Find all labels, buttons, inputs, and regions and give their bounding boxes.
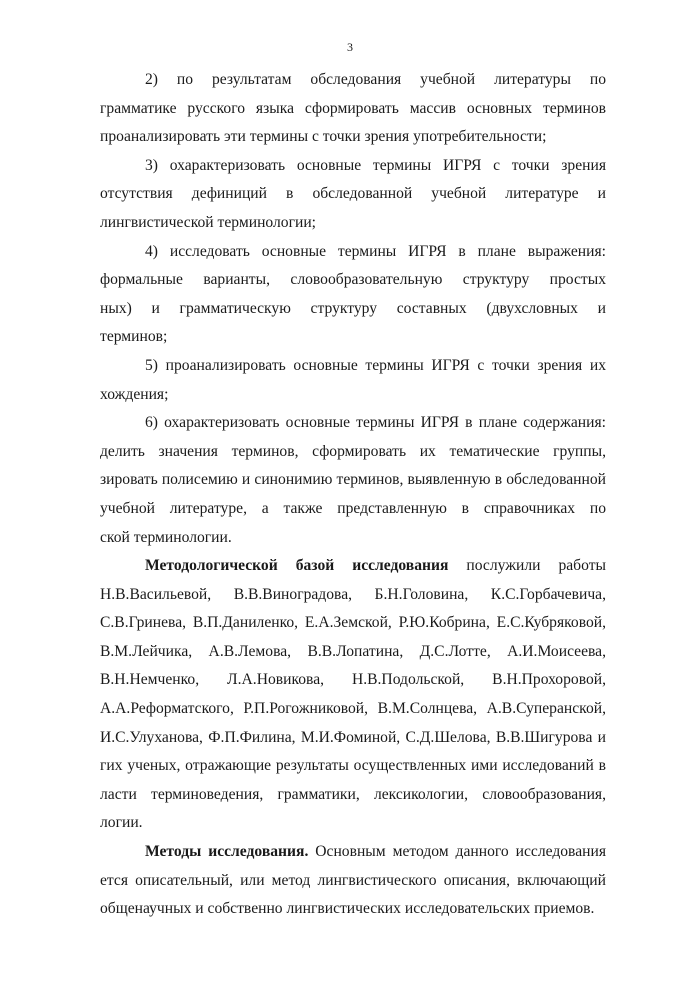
text-line: общенаучных и собственно лингвистических исследовательских приемов. — [100, 900, 595, 918]
text-line: проанализировать эти термины с точки зрения употребительности; — [100, 128, 547, 146]
text-line: гих ученых, отражающие результаты осуществленных ими исследований в — [100, 757, 606, 775]
text-line: формальные варианты, словообразовательную структуру простых — [100, 271, 606, 289]
text-line: Н.В.Васильевой, В.В.Виноградова, Б.Н.Головина, К.С.Горбачевича, — [100, 585, 606, 603]
text-line: И.С.Улуханова, Ф.П.Филина, М.И.Фоминой, С.Д.Шелова, В.В.Шигурова и — [100, 728, 606, 746]
text-line: логии. — [100, 814, 143, 832]
text-line: зировать полисемию и синонимию терминов, выявленную в обследованной — [100, 471, 606, 489]
text-line: отсутствия дефиниций в обследованной учебной литературе и — [100, 185, 606, 203]
text-line — [100, 552, 606, 581]
bold-term: Методологической — [145, 557, 278, 575]
text-line: ных) и грамматическую структуру составных (двухсловных и — [100, 299, 606, 317]
text-line: лингвистической терминологии; — [100, 213, 316, 231]
text-line: ской терминологии. — [100, 528, 232, 546]
text-line: терминов; — [100, 328, 168, 346]
list-item-5 — [100, 352, 606, 409]
list-item-4 — [100, 238, 606, 352]
methodology-paragraph — [100, 552, 606, 838]
text-line: А.А.Реформатского, Р.П.Рогожниковой, В.М.Солнцева, А.В.Суперанской, — [100, 700, 606, 718]
text-line: 4) исследовать основные термины ИГРЯ в плане выражения: — [145, 242, 606, 260]
text-line: В.Н.Немченко, Л.А.Новикова, Н.В.Подольской, В.Н.Прохоровой, — [100, 671, 606, 689]
text-word: работы — [558, 557, 606, 575]
text-run: Основным методом данного исследования — [315, 843, 606, 861]
text-line: 6) охарактеризовать основные термины ИГРЯ в плане содержания: — [145, 414, 606, 432]
text-line: грамматике русского языка сформировать массив основных терминов — [100, 99, 606, 117]
list-item-6 — [100, 409, 606, 552]
text-line: С.В.Гринева, В.П.Даниленко, Е.А.Земской, Р.Ю.Кобрина, Е.С.Кубряковой, — [100, 614, 606, 632]
bold-term: базой — [295, 557, 335, 575]
methods-paragraph — [100, 838, 606, 924]
text-line: 2) по результатам обследования учебной литературы по — [145, 71, 606, 88]
text-line: ласти терминоведения, грамматики, лексикологии, словообразования, — [100, 785, 606, 803]
text-line: учебной литературе, а также представленную в справочниках по — [100, 499, 606, 517]
text-word: послужили — [466, 557, 541, 575]
bold-term: Методы исследования. — [145, 843, 309, 861]
page-number: 3 — [347, 40, 353, 54]
text-line: делить значения терминов, сформировать их тематические группы, — [100, 442, 606, 460]
text-line — [100, 838, 606, 867]
document-body — [100, 66, 606, 924]
text-line: ется описательный, или метод лингвистического описания, включающий — [100, 871, 606, 889]
list-item-3 — [100, 152, 606, 238]
text-line: 3) охарактеризовать основные термины ИГРЯ с точки зрения — [145, 156, 606, 174]
text-line: В.М.Лейчика, А.В.Лемова, В.В.Лопатина, Д.С.Лотте, А.И.Моисеева, — [100, 642, 606, 660]
text-line: хождения; — [100, 385, 169, 403]
text-line: 5) проанализировать основные термины ИГРЯ с точки зрения их — [145, 356, 606, 374]
bold-term: исследования — [352, 557, 449, 575]
list-item-2 — [100, 66, 606, 152]
